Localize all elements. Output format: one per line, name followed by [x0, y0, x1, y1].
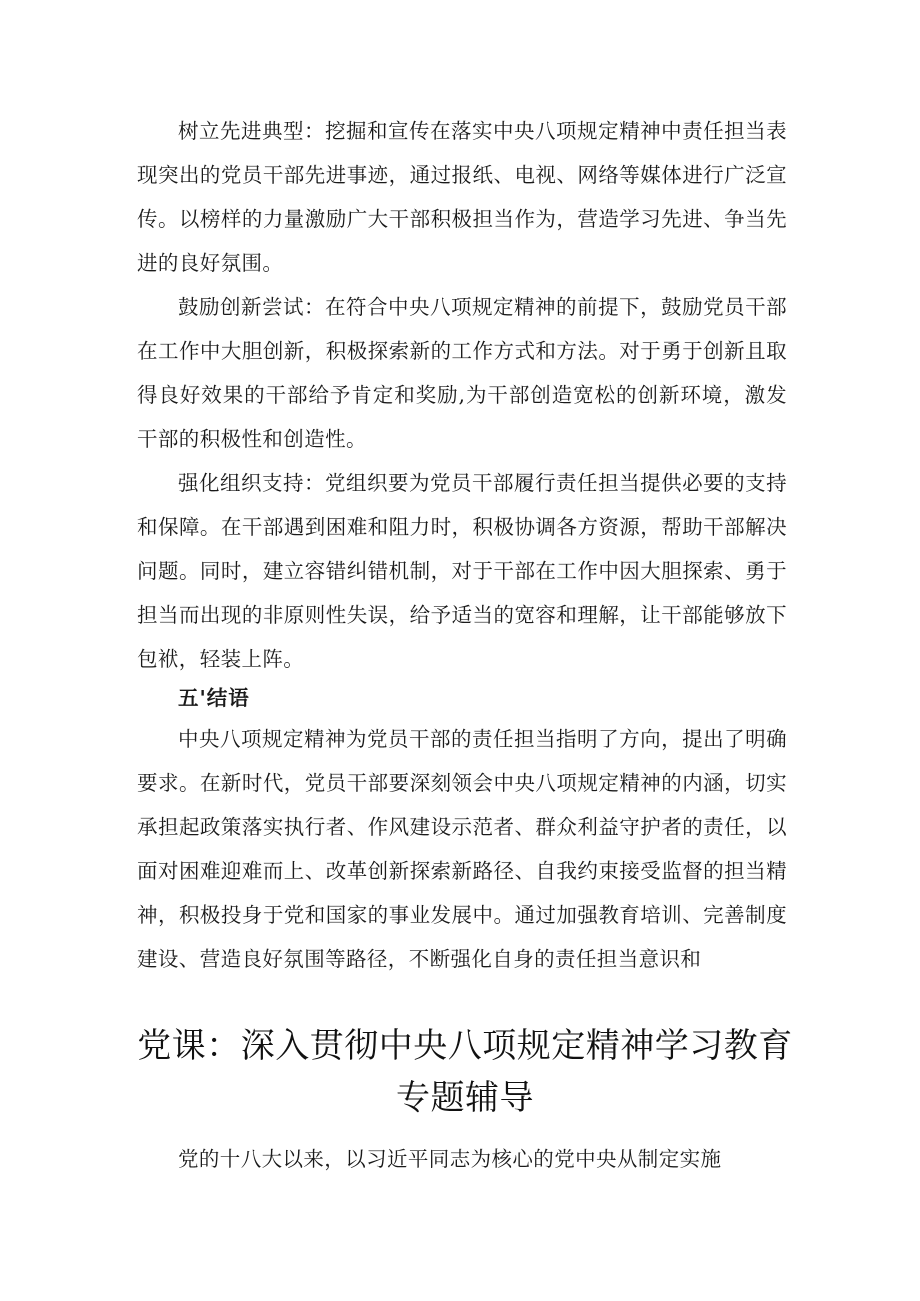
next-article-title-line-1: 党课：深入贯彻中央八项规定精神学习教育: [137, 1026, 793, 1066]
paragraph-next-article-intro: 党的十八大以来，以习近平同志为核心的党中央从制定实施: [178, 1147, 722, 1171]
paragraph-conclusion: 中央八项规定精神为党员干部的责任担当指明了方向，提出了明确要求。在新时代，党员干部要深刻领会中央八项规定精神的内涵，切实承担起政策落实执行者、作风建设示范者、群众利益守护者的责任，以面对困难迎难而上、改革创新探索新路径、自我约束接受监督的担当精神，积极投身于党和国家的事业发展中。通过加强教育培训、完善制度建设、营造良好氛围等路径，不断强化自身的责任担当意识和: [137, 727, 787, 971]
paragraph-establish-models: 树立先进典型：挖掘和宣传在落实中央八项规定精神中责任担当表现突出的党员干部先进事迹，通过报纸、电视、网络等媒体进行广泛宣传。以榜样的力量激励广大干部积极担当作为，营造学习先进、争当先进的良好氛围。: [137, 119, 787, 275]
next-article-title-line-2: 专题辅导: [396, 1078, 534, 1118]
paragraph-encourage-innovation: 鼓励创新尝试：在符合中央八项规定精神的前提下，鼓励党员干部在工作中大胆创新，积极探索新的工作方式和方法。对于勇于创新且取得良好效果的干部给予肯定和奖励,为干部创造宽松的创新环境，激发干部的积极性和创造性。: [137, 295, 787, 451]
next-article-title: [120, 1020, 810, 1124]
section-heading-conclusion: 五'结语: [178, 686, 250, 710]
paragraph-organizational-support: 强化组织支持：党组织要为党员干部履行责任担当提供必要的支持和保障。在干部遇到困难和阻力时，积极协调各方资源，帮助干部解决问题。同时，建立容错纠错机制，对于干部在工作中因大胆探索、勇于担当而出现的非原则性失误，给予适当的宽容和理解，让干部能够放下包袱，轻装上阵。: [137, 471, 787, 671]
